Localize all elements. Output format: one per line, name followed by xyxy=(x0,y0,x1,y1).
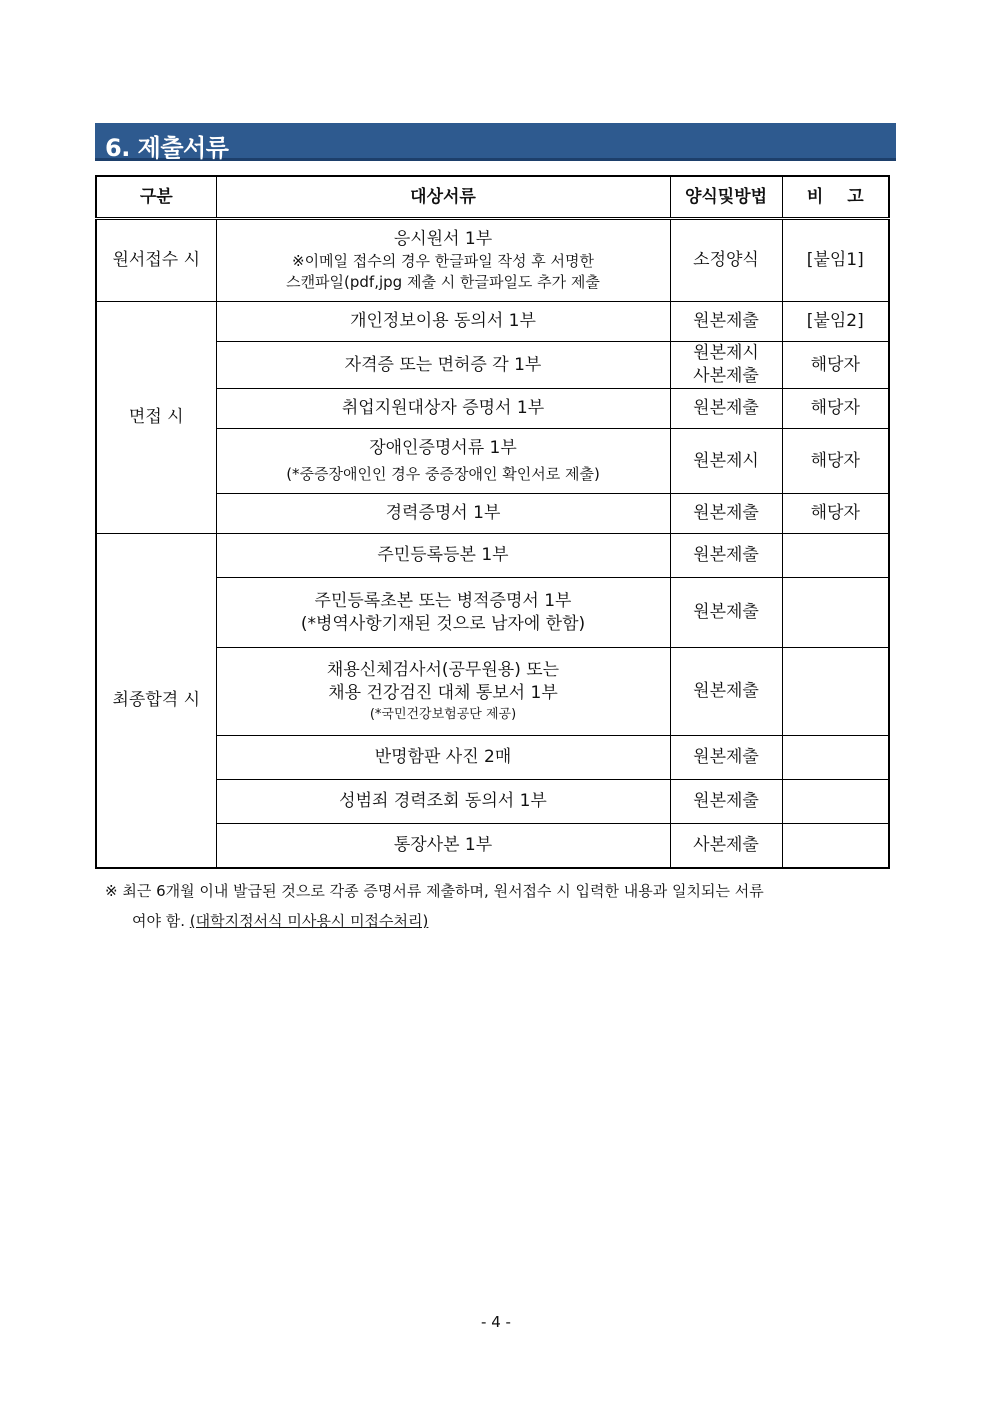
remarks-cell: 해당자 xyxy=(782,429,889,494)
document-cell xyxy=(216,219,670,302)
category-cell: 원서접수 시 xyxy=(96,219,216,302)
method-cell: 원본제출 xyxy=(670,494,782,534)
method-cell: 사본제출 xyxy=(670,824,782,868)
remarks-cell: 해당자 xyxy=(782,494,889,534)
footnote xyxy=(105,876,897,936)
method-cell: 원본제출 xyxy=(670,780,782,824)
document-note: ※이메일 접수의 경우 한글파일 작성 후 서명한 xyxy=(292,252,594,270)
document-cell: 통장사본 1부 xyxy=(216,824,670,868)
remarks-cell xyxy=(782,824,889,868)
remarks-cell xyxy=(782,534,889,578)
document-cell xyxy=(216,578,670,648)
header-method: 양식및방법 xyxy=(670,176,782,219)
header-remarks: 비 고 xyxy=(782,176,889,219)
remarks-cell: [붙임2] xyxy=(782,302,889,342)
document-cell: 성범죄 경력조회 동의서 1부 xyxy=(216,780,670,824)
document-name: 주민등록초본 또는 병적증명서 1부 xyxy=(314,590,572,611)
method-cell: 원본제출 xyxy=(670,648,782,736)
section-header xyxy=(95,123,896,161)
document-cell: 자격증 또는 면허증 각 1부 xyxy=(216,342,670,389)
footnote-underlined-text: (대학지정서식 미사용시 미접수처리) xyxy=(189,912,429,930)
method-line: 원본제시 xyxy=(693,343,759,363)
category-cell: 면접 시 xyxy=(96,302,216,534)
remarks-cell xyxy=(782,578,889,648)
method-cell: 원본제출 xyxy=(670,302,782,342)
document-name: 채용신체검사서(공무원용) 또는 xyxy=(326,660,560,680)
document-note: (*중증장애인인 경우 중증장애인 확인서로 제출) xyxy=(286,465,600,483)
page-number: - 4 - xyxy=(481,1313,511,1331)
footnote-line xyxy=(105,906,897,936)
category-cell: 최종합격 시 xyxy=(96,534,216,868)
method-line: 사본제출 xyxy=(693,366,759,386)
table-row xyxy=(96,534,889,578)
remarks-cell: 해당자 xyxy=(782,342,889,389)
remarks-cell: [붙임1] xyxy=(782,219,889,302)
table-header-row xyxy=(96,176,889,219)
document-name: 응시원서 1부 xyxy=(393,229,493,249)
method-cell xyxy=(670,342,782,389)
remarks-cell xyxy=(782,736,889,780)
footnote-text: 여야 함. xyxy=(132,912,190,930)
method-cell: 원본제출 xyxy=(670,534,782,578)
method-cell: 원본제출 xyxy=(670,736,782,780)
table-row xyxy=(96,302,889,342)
document-cell xyxy=(216,429,670,494)
document-cell: 개인정보이용 동의서 1부 xyxy=(216,302,670,342)
document-note: (*병역사항기재된 것으로 남자에 한함) xyxy=(300,613,586,634)
document-note: (*국민건강보험공단 제공) xyxy=(369,707,517,722)
method-cell: 원본제출 xyxy=(670,389,782,429)
header-category: 구분 xyxy=(96,176,216,219)
document-cell: 취업지원대상자 증명서 1부 xyxy=(216,389,670,429)
footnote-line: ※ 최근 6개월 이내 발급된 것으로 각종 증명서류 제출하며, 원서접수 시 입력한 내용과 일치되는 서류 xyxy=(105,882,764,900)
header-document: 대상서류 xyxy=(216,176,670,219)
remarks-cell xyxy=(782,780,889,824)
document-note: 스캔파일(pdf,jpg 제출 시 한글파일도 추가 제출 xyxy=(286,273,600,291)
document-name: 장애인증명서류 1부 xyxy=(369,438,517,458)
method-cell: 원본제시 xyxy=(670,429,782,494)
document-cell xyxy=(216,648,670,736)
remarks-cell: 해당자 xyxy=(782,389,889,429)
document-cell: 경력증명서 1부 xyxy=(216,494,670,534)
document-cell: 주민등록등본 1부 xyxy=(216,534,670,578)
section-title: 6. 제출서류 xyxy=(105,134,229,162)
document-cell: 반명함판 사진 2매 xyxy=(216,736,670,780)
table-row xyxy=(96,219,889,302)
method-cell: 소정양식 xyxy=(670,219,782,302)
remarks-cell xyxy=(782,648,889,736)
documents-table xyxy=(95,175,890,869)
document-name: 채용 건강검진 대체 통보서 1부 xyxy=(328,683,558,703)
method-cell: 원본제출 xyxy=(670,578,782,648)
